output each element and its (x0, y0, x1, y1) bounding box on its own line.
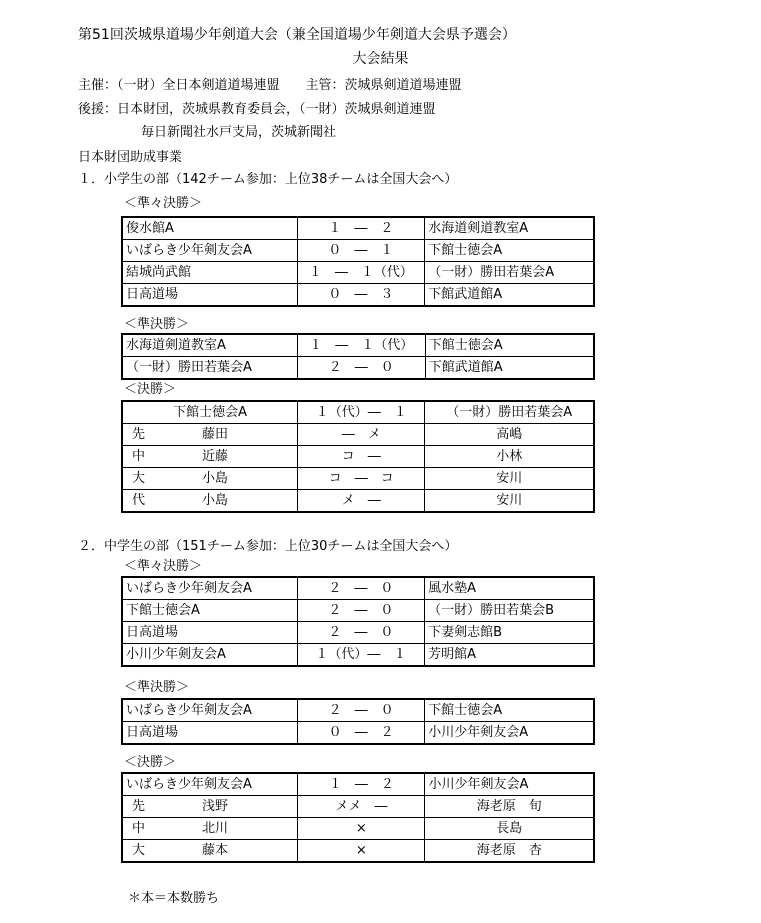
junior-high-qf-label: ＜準々決勝＞ (124, 559, 203, 574)
team-b: （一財）勝田若葉会A (425, 401, 594, 424)
table-row (122, 600, 594, 622)
elementary-final-table (121, 400, 595, 513)
score: １ ― １（代） (297, 334, 425, 357)
player-a: 浅野 (202, 798, 229, 814)
player-a: 小島 (202, 492, 229, 508)
elementary-qf-label: ＜準々決勝＞ (124, 196, 203, 211)
team-b: 下妻剣志館B (425, 622, 594, 644)
score: ― メ (298, 424, 425, 446)
score: メ ― (298, 490, 425, 513)
score: ２ ― ０ (297, 600, 424, 622)
bout-position: 先 (132, 798, 146, 814)
player-a: 近藤 (202, 448, 229, 464)
team-b: 小川少年剣友会A (425, 722, 594, 745)
bout-position: 中 (132, 820, 146, 836)
table-row (122, 401, 594, 424)
table-row (122, 262, 594, 284)
elementary-qf-table (121, 216, 595, 307)
player-b: 小林 (425, 446, 594, 468)
score: ２ ― ０ (297, 622, 424, 644)
footnote: ＊本＝本数勝ち (128, 891, 220, 906)
table-row (122, 818, 594, 840)
supporters-line-1: 後援：日本財団，茨城県教育委員会，（一財）茨城県剣道連盟 (78, 102, 436, 117)
team-b: （一財）勝田若葉会A (425, 262, 594, 284)
table-row (122, 217, 594, 240)
table-row (122, 468, 594, 490)
player-b: 高嶋 (425, 424, 594, 446)
junior-high-final-table (121, 772, 595, 863)
table-row (122, 577, 594, 600)
table-row (122, 424, 594, 446)
score: １（代）― １ (298, 401, 425, 424)
player-b: 海老原 旬 (425, 796, 594, 818)
team-a: 水海道剣道教室A (122, 334, 297, 357)
team-a: いばらき少年剣友会A (122, 773, 298, 796)
table-row (122, 796, 594, 818)
page-subtitle: 大会結果 (352, 51, 409, 67)
team-b: 下館士徳会A (425, 240, 594, 262)
team-b: 芳明館A (425, 644, 594, 667)
grant-line: 日本財団助成事業 (78, 150, 183, 165)
player-b: 安川 (425, 468, 594, 490)
score: １（代）― １ (297, 644, 424, 667)
elementary-sf-table (121, 333, 595, 380)
team-b: 風水塾A (425, 577, 594, 600)
player-a: 北川 (202, 820, 229, 836)
team-b: 小川少年剣友会A (425, 773, 594, 796)
organizers-line: 主催：（一財）全日本剣道道場連盟 主管：茨城県剣道道場連盟 (78, 78, 462, 93)
junior-high-sf-table (121, 698, 595, 745)
table-row (122, 284, 594, 307)
score: コ ― コ (298, 468, 425, 490)
score: メメ ― (298, 796, 425, 818)
team-a: （一財）勝田若葉会A (122, 357, 297, 380)
team-a: いばらき少年剣友会A (122, 240, 297, 262)
table-row (122, 490, 594, 513)
player-a: 藤本 (202, 842, 229, 858)
score: ２ ― ０ (297, 699, 424, 722)
team-a: 俊水館A (122, 217, 297, 240)
score: １ ― １（代） (297, 262, 425, 284)
junior-high-qf-table (121, 576, 595, 667)
bout-position: 中 (132, 448, 146, 464)
junior-high-heading: ２．中学生の部（151チーム参加：上位30チームは全国大会へ） (78, 539, 458, 554)
team-a: 日高道場 (122, 722, 297, 745)
team-b: （一財）勝田若葉会B (425, 600, 594, 622)
score: ０ ― ３ (297, 284, 425, 307)
team-a: 下館士徳会A (122, 600, 297, 622)
table-row (122, 334, 594, 357)
supporters-line-2: 毎日新聞社水戸支局，茨城新聞社 (141, 125, 337, 140)
junior-high-final-label: ＜決勝＞ (124, 755, 177, 770)
score: コ ― (298, 446, 425, 468)
player-b: 長島 (425, 818, 594, 840)
score: ２ ― ０ (297, 577, 424, 600)
bout-position: 大 (132, 842, 146, 858)
bout-position: 代 (132, 492, 146, 508)
page-title: 第51回茨城県道場少年剣道大会（兼全国道場少年剣道大会県予選会） (78, 27, 516, 43)
player-a: 小島 (202, 470, 229, 486)
team-a: 日高道場 (122, 622, 297, 644)
elementary-heading: １．小学生の部（142チーム参加：上位38チームは全国大会へ） (78, 172, 458, 187)
player-a: 藤田 (202, 426, 229, 442)
team-a: いばらき少年剣友会A (122, 699, 297, 722)
table-row (122, 622, 594, 644)
team-a: 下館士徳会A (122, 401, 298, 424)
team-b: 水海道剣道教室A (425, 217, 594, 240)
table-row (122, 722, 594, 745)
score: １ ― ２ (298, 773, 425, 796)
team-b: 下館武道館A (425, 357, 594, 380)
team-a: いばらき少年剣友会A (122, 577, 297, 600)
table-row (122, 240, 594, 262)
team-b: 下館士徳会A (425, 334, 594, 357)
table-row (122, 773, 594, 796)
score: × (298, 818, 425, 840)
bout-position: 先 (132, 426, 146, 442)
score: × (298, 840, 425, 863)
team-b: 下館武道館A (425, 284, 594, 307)
table-row (122, 357, 594, 380)
player-b: 海老原 杏 (425, 840, 594, 863)
table-row (122, 840, 594, 863)
score: ０ ― １ (297, 240, 425, 262)
score: １ ― ２ (297, 217, 425, 240)
table-row (122, 644, 594, 667)
team-a: 結城尚武館 (122, 262, 297, 284)
team-b: 下館士徳会A (425, 699, 594, 722)
team-a: 小川少年剣友会A (122, 644, 297, 667)
score: ２ ― ０ (297, 357, 425, 380)
player-b: 安川 (425, 490, 594, 513)
score: ０ ― ２ (297, 722, 424, 745)
table-row (122, 699, 594, 722)
elementary-final-label: ＜決勝＞ (124, 382, 177, 397)
table-row (122, 446, 594, 468)
team-a: 日高道場 (122, 284, 297, 307)
junior-high-sf-label: ＜準決勝＞ (124, 680, 190, 695)
elementary-sf-label: ＜準決勝＞ (124, 317, 190, 332)
bout-position: 大 (132, 470, 146, 486)
